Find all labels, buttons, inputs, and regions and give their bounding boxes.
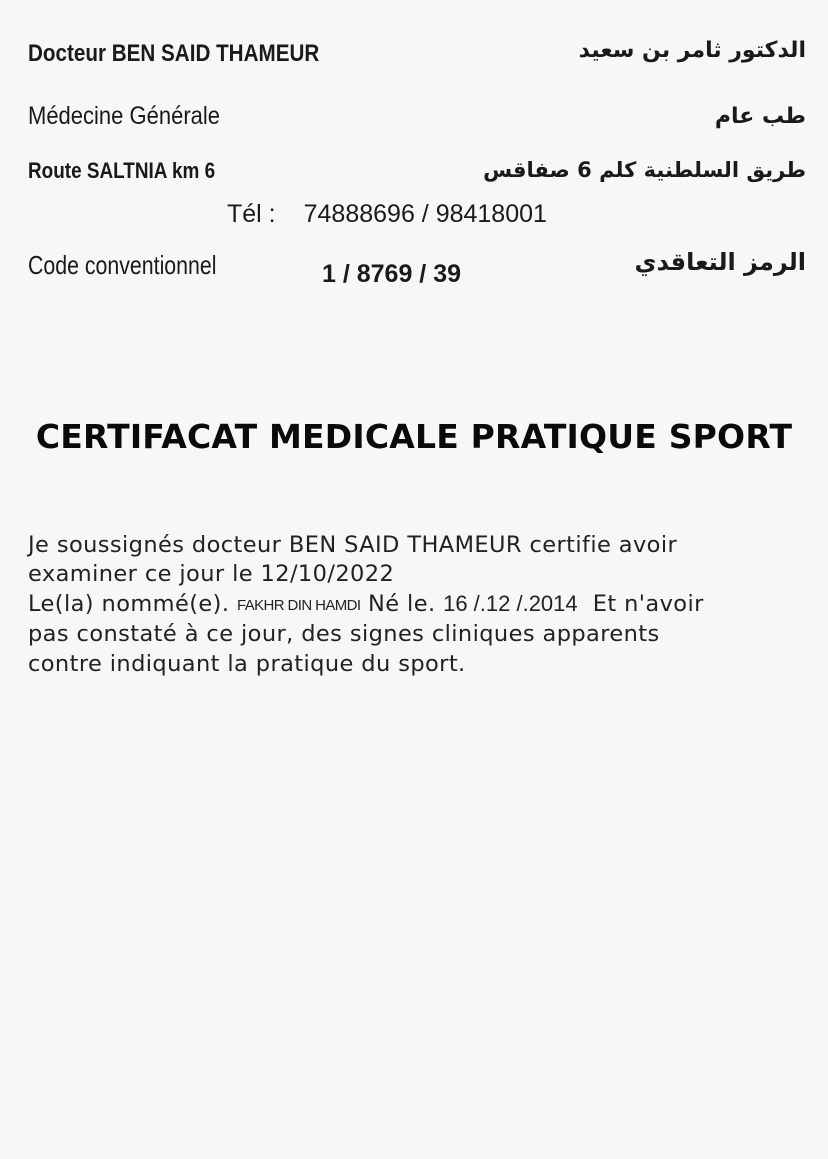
doctor-name-fr: Docteur BEN SAID THAMEUR [28,40,320,67]
birth-date: 16 /.12 /.2014 [443,591,578,616]
body-line-2: examiner ce jour le 12/10/2022 [28,561,395,587]
phone-value: 74888696 / 98418001 [303,200,547,228]
body-line-5: contre indiquant la pratique du sport. [28,651,466,677]
specialty-fr: Médecine Générale [28,102,221,130]
doctor-name-ar: الدكتور ثامر بن سعيد [578,38,806,63]
phone-row [227,200,547,229]
code-value: 1 / 8769 / 39 [322,260,462,288]
specialty-ar: طب عام [714,104,806,129]
body-line-1: Je soussignés docteur BEN SAID THAMEUR certifie avoir [28,532,678,558]
phone-label: Tél : [227,200,276,228]
body-line-4: pas constaté à ce jour, des signes cliniques apparents [28,621,660,647]
patient-name: FAKHR DIN HAMDI [236,597,361,614]
address-ar: طريق السلطنية كلم 6 صفاقس [483,158,806,182]
certificate-title: CERTIFACAT MEDICALE PRATIQUE SPORT [35,417,793,456]
born-label: Né le. [368,591,436,617]
code-label-fr: Code conventionnel [28,250,217,280]
line3-suffix: Et n'avoir [592,591,704,617]
address-fr: Route SALTNIA km 6 [28,158,216,183]
code-label-ar: الرمز التعاقدي [634,248,806,276]
body-line-3 [28,591,704,617]
named-label: Le(la) nommé(e). [28,591,230,617]
